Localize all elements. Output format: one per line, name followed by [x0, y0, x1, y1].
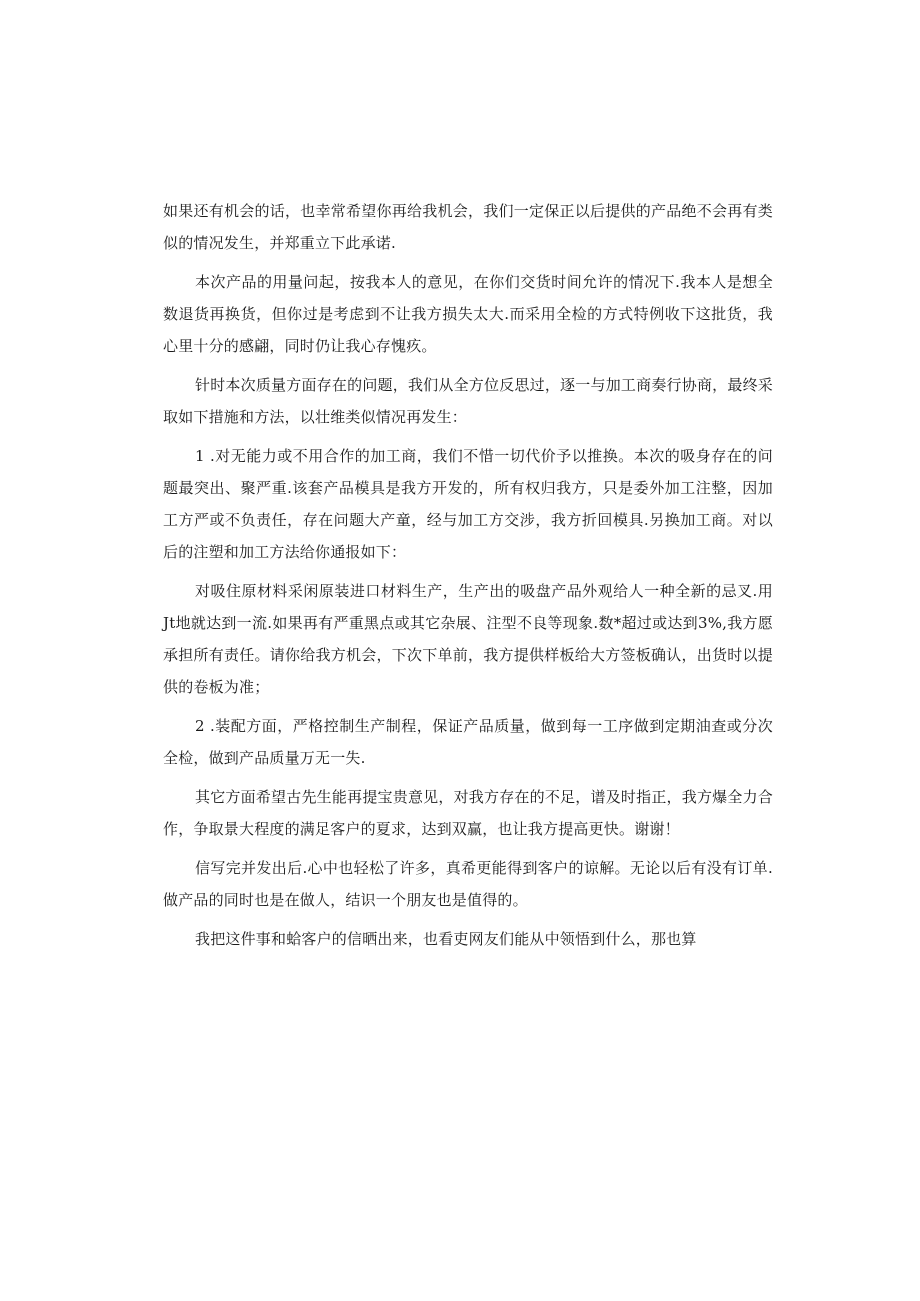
paragraph-7: 其它方面希望古先生能再提宝贵意见，对我方存在的不足，谱及时指正，我方爆全力合作，争取景大程度的满足客户的夏求，达到双赢，也让我方提高更快。谢谢！	[163, 788, 773, 838]
paragraph-8: 信写完并发出后.心中也轻松了许多，真希更能得到客户的谅解。无论以后有没有订单.做产品的同时也是在做人，结识一个朋友也是值得的。	[163, 859, 773, 909]
paragraph-4-numbered-item-1: 1 .对无能力或不用合作的加工商，我们不惜一切代价予以推换。本次的吸身存在的问题最突出、聚严重.该套产品模具是我方开发的，所有权归我方，只是委外加工注整，因加工方严或不负责任，存在问题大产童，经与加工方交涉，我方折回模具.另换加工商。对以后的注塑和加工方法给你通报如下：	[163, 447, 773, 561]
paragraph-3: 针时本次质量方面存在的问题，我们从全方位反思过，逐一与加工商奏行协商，最终采取如下措施和方法，以壮维类似情况再发生：	[163, 376, 773, 426]
paragraph-2: 本次产品的用量问起，按我本人的意见，在你们交货时间允许的情况下.我本人是想全数退货再换货，但你过是考虑到不让我方损失太大.而采用全检的方式特例收下这批货，我心里十分的感翩，同时仍让我心存愧疚。	[163, 273, 773, 355]
paragraph-6-numbered-item-2: 2 .装配方面，严格控制生产制程，保证产品质量，做到每一工序做到定期油查或分次全检，做到产品质量万无一失.	[163, 717, 773, 767]
paragraph-1: 如果还有机会的话，也幸常希望你再给我机会，我们一定保正以后提供的产品绝不会再有类似的情况发生，并郑重立下此承诺.	[163, 202, 773, 252]
paragraph-5: 对吸住原材料采闲原装进口材料生产，生产出的吸盘产品外观给人一种全新的忌叉.用Jt地就达到一流.如果再有严重黑点或其它杂展、注型不良等现象.数*超过或达到3%,我方愿承担所有责任。请你给我方机会，下次下单前，我方提供样板给大方签板确认，出货时以提供的卷板为准；	[163, 582, 773, 696]
letter-body	[163, 195, 773, 962]
paragraph-9: 我把这件事和蛤客户的信晒出来，也看吏网友们能从中领悟到什么，那也算	[195, 930, 697, 948]
